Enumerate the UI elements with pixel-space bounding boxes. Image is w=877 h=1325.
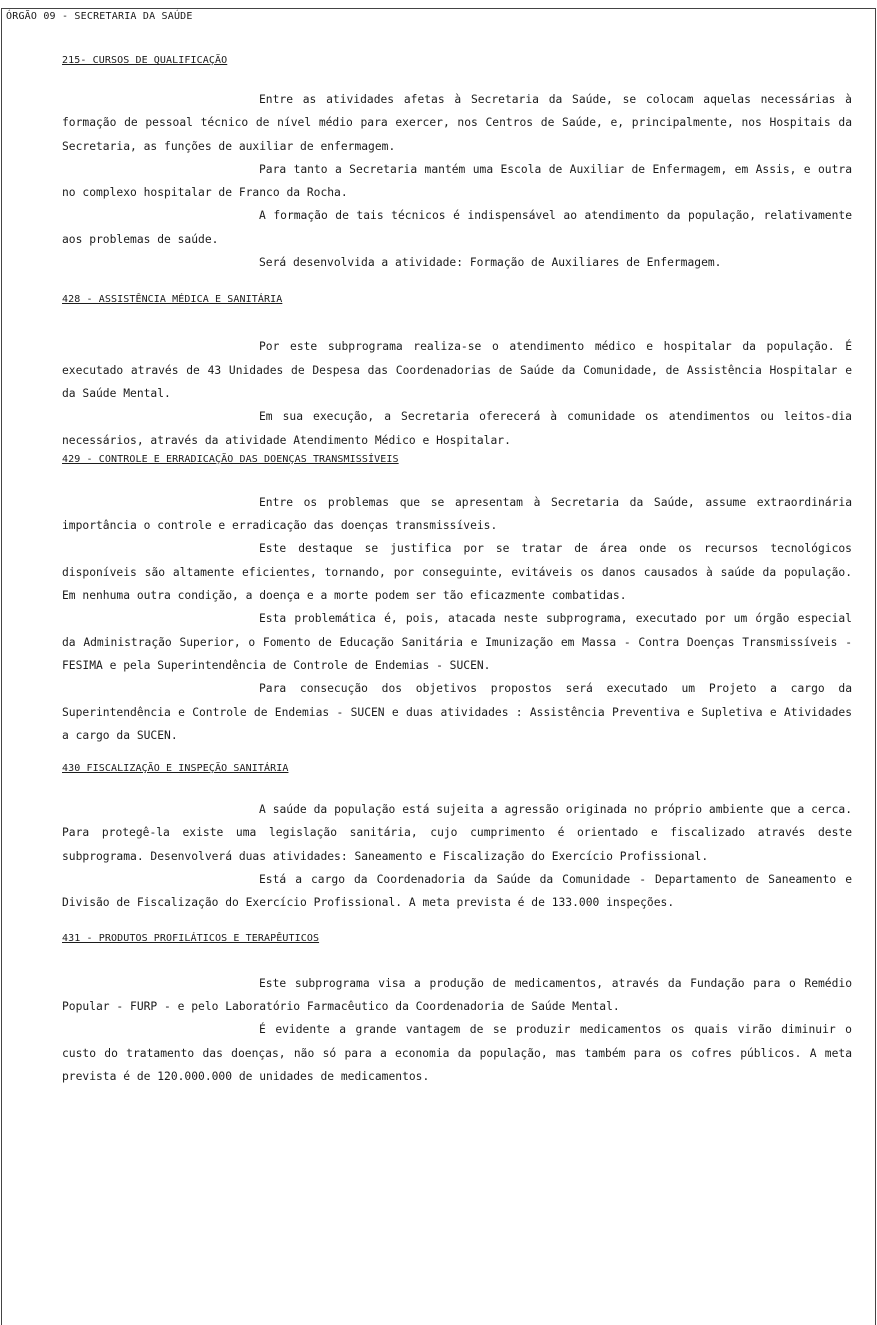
section-heading: 428 - ASSISTÊNCIA MÉDICA E SANITÁRIA — [62, 294, 283, 306]
paragraph: Para tanto a Secretaria mantém uma Escola de Auxiliar de Enfermagem, em Assis, e outra no complexo hospitalar de Franco da Rocha. — [62, 162, 852, 200]
paragraph: Esta problemática é, pois, atacada neste subprograma, executado por um órgão especial da Administração Superior, o Fomento de Educação Sanitária e Imunização em Massa - Contra Doenças Transmissíveis - FESIMA e pela Superintendência de Controle de Endemias - SUCEN. — [62, 612, 852, 672]
paragraph: Este destaque se justifica por se tratar de área onde os recursos tecnológicos disponíveis são altamente eficientes, tornando, por conseguinte, evitáveis os danos causados à saúde da população. Em nenhuma outra condição, a doença e a morte podem ser tão eficazmente combatidas. — [62, 542, 852, 603]
paragraph: Por este subprograma realiza-se o atendimento médico e hospitalar da população. É executado através de 43 Unidades de Despesa das Coordenadorias de Saúde da Comunidade, de Assistência Hospitalar e da Saúde Mental. — [62, 340, 852, 400]
paragraph: A formação de tais técnicos é indispensável ao atendimento da população, relativamente aos problemas de saúde. — [62, 209, 852, 246]
section-heading: 215- CURSOS DE QUALIFICAÇÃO — [62, 55, 228, 66]
paragraph: Este subprograma visa a produção de medicamentos, através da Fundação para o Remédio Popular - FURP - e pelo Laboratório Farmacêutico da Coordenadoria de Saúde Mental. — [62, 976, 852, 1013]
section-429 — [62, 454, 852, 747]
paragraph: Entre os problemas que se apresentam à Secretaria da Saúde, assume extraordinária importância o controle e erradicação das doenças transmissíveis. — [62, 495, 852, 533]
page-border-top — [1, 8, 875, 9]
document-body — [62, 55, 852, 1088]
section-215 — [62, 55, 852, 274]
section-heading: 431 - PRODUTOS PROFILÁTICOS E TERAPÊUTICOS — [62, 932, 320, 944]
paragraph: A saúde da população está sujeita a agressão originada no próprio ambiente que a cerca. Para protegê-la existe uma legislação sanitária, cujo cumprimento é orientado e fiscalizado através deste subprograma. Desenvolverá duas atividades: Saneamento e Fiscalização do Exercício Profissional. — [62, 803, 852, 863]
paragraph: Está a cargo da Coordenadoria da Saúde da Comunidade - Departamento de Saneamento e Divisão de Fiscalização do Exercício Profissional. A meta prevista é de 133.000 inspeções. — [62, 873, 852, 910]
paragraph: Será desenvolvida a atividade: Formação de Auxiliares de Enfermagem. — [259, 256, 722, 270]
paragraph: Para consecução dos objetivos propostos será executado um Projeto a cargo da Superintendência e Controle de Endemias - SUCEN e duas atividades : Assistência Preventiva e Supletiva e Atividades a cargo da SUCEN. — [62, 682, 852, 742]
section-430 — [62, 763, 852, 914]
section-heading: 430 FISCALIZAÇÃO E INSPEÇÃO SANITÁRIA — [62, 763, 289, 775]
page-border-left — [1, 8, 2, 1325]
section-heading: 429 - CONTROLE E ERRADICAÇÃO DAS DOENÇAS TRANSMISSÍVEIS — [62, 453, 399, 465]
page-header: ÓRGÃO 09 - SECRETARIA DA SAÚDE — [6, 11, 193, 22]
paragraph: Em sua execução, a Secretaria oferecerá à comunidade os atendimentos ou leitos-dia necessários, através da atividade Atendimento Médico e Hospitalar. — [62, 410, 852, 447]
section-431 — [62, 933, 852, 1088]
paragraph: Entre as atividades afetas à Secretaria da Saúde, se colocam aquelas necessárias à formação de pessoal técnico de nível médio para exercer, nos Centros de Saúde, e, principalmente, nos Hospitais da Secretaria, as funções de auxiliar de enfermagem. — [62, 93, 852, 153]
paragraph: É evidente a grande vantagem de se produzir medicamentos os quais virão diminuir o custo do tratamento das doenças, não só para a economia da população, mas também para os cofres públicos. A meta prevista é de 120.000.000 de unidades de medicamentos. — [62, 1023, 852, 1083]
page-border-right — [875, 8, 876, 1325]
section-428 — [62, 294, 852, 451]
